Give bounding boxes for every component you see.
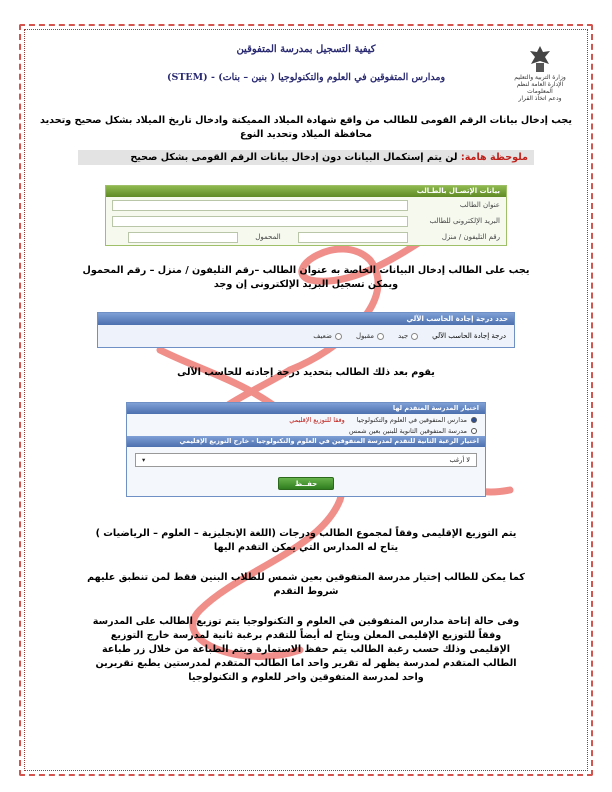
intro-paragraph: يجب إدخال بيانات الرقم القومى للطالب من واقع شهادة الميلاد المميكنة وادخال تاريخ الميلاد بشكل صحيح وتحديد محافظة الميلاد وتحديد النوع (40, 115, 572, 140)
school-selection-header: اختيار المدرسة المتقدم لها (127, 403, 485, 414)
ainshams-paragraph-1: كما يمكن للطالب إختيار مدرسة المتفوقين بعين شمس للطلاب البنين فقط لمن تنطبق عليهم (87, 572, 525, 583)
contact-caption-1: يجب على الطالب إدخال البيانات الخاصة به عنوان الطالب –رقم التليفون / منزل – رقم المحمول (82, 265, 530, 276)
mobile-input[interactable] (128, 232, 238, 243)
rating-option-label: مقبول (355, 332, 375, 340)
mobile-label: المحمول (255, 233, 281, 241)
allotment-paragraph-2: يتاح له المدارس التي يمكن التقدم اليها (213, 542, 399, 553)
email-input[interactable] (112, 216, 408, 227)
contact-form-screenshot (105, 185, 507, 246)
email-row (106, 213, 506, 229)
school-option-stem-note: وفقا للتوزيع الإقليمي (289, 415, 345, 424)
school-option-ainshams-label: مدرسة المتفوقين الثانوية للبنين بعين شمس (349, 426, 467, 435)
computer-rating-label: درجة إجادة الحاسب الآلي (432, 332, 506, 340)
logo-line-3: ودعم اتخاذ القرار (518, 95, 562, 102)
contact-caption-2: ويمكن تسجيل البريد الإلكترونى إن وجد (213, 279, 399, 290)
final-paragraph: وفى حالة إتاحة مدارس المتفوقين في العلوم و التكنولوجيا يتم توزيع الطالب على المدرسة وفقاً للتوزيع الإقليمى المعلن ويتاح له أيضاً للتقدم برغبة ثانية لمدرسة خارج التوزيع الإقليمى وذلك حسب رغبة الطالب يتم حفظ الاستمارة ويتم الطباعة من خلال زر طباعة الطالب المتقدم لمدرسة يظهر له تقرير واحد اما الطالب المتقدم لمدرستين يطبع تقريرين واحد لمدرسة المتفوقين واخر للعلوم و التكنولوجيا (92, 616, 520, 683)
radio-icon (377, 333, 384, 340)
address-label: عنوان الطالب (459, 201, 500, 209)
school-selection-screenshot (126, 402, 486, 497)
phone-label: رقم التليفون / منزل (441, 233, 500, 241)
save-button[interactable]: حفــظ (278, 477, 334, 490)
address-row (106, 197, 506, 213)
rating-option-weak[interactable] (313, 332, 342, 340)
chevron-down-icon: ▾ (142, 456, 146, 464)
radio-icon (471, 428, 477, 434)
note-text: لن يتم إستكمال البيانات دون إدخال بيانات الرقم القومى بشكل صحيح (130, 152, 458, 163)
radio-selected-icon (471, 417, 477, 423)
logo-line-1: وزارة التربية والتعليم (514, 74, 566, 81)
computer-rating-screenshot (97, 312, 515, 348)
save-wrap (127, 473, 485, 496)
contact-form-header: بيانات الإتصـال بالطـالب (106, 186, 506, 197)
second-choice-select[interactable] (135, 453, 477, 467)
note-label: ملوحظة هامة: (460, 152, 528, 163)
rating-option-acceptable[interactable] (356, 332, 384, 340)
computer-rating-header: حدد درجة إجادة الحاسب الآلي (98, 313, 514, 325)
school-option-stem-label: مدارس المتفوقين في العلوم والتكنولوجيا (356, 415, 467, 424)
document-subtitle: ومدارس المتفوقين في العلوم والتكنولوجيا ( بنين – بنات) - (STEM) (166, 72, 446, 83)
phone-row (106, 229, 506, 245)
radio-icon (335, 333, 342, 340)
logo-line-2: الإدارة العامة لنظم المعلومات (516, 81, 564, 95)
second-choice-header: اختيار الرغبة الثانية للتقدم لمدرسة المتفوقين في العلوم والتكنولوجيا - خارج التوزيع الإقليمي (127, 436, 485, 447)
school-option-stem[interactable] (127, 414, 485, 425)
document-title: كيفية التسجيل بمدرسة المتفوقين (236, 44, 376, 55)
radio-icon (411, 333, 418, 340)
ministry-logo (504, 44, 576, 108)
phone-input[interactable] (298, 232, 408, 243)
address-input[interactable] (112, 200, 408, 211)
computer-rating-row (98, 325, 514, 347)
ainshams-paragraph-2: شروط التقدم (273, 586, 339, 597)
rating-option-label: ضعيف (313, 332, 332, 340)
eagle-emblem-icon (527, 44, 553, 74)
rating-option-label: جيد (398, 332, 409, 340)
second-choice-value: لا أرغب (449, 456, 470, 464)
important-note (78, 150, 534, 165)
rating-caption: يقوم بعد ذلك الطالب بتحديد درجة إجادته للحاسب الآلى (177, 367, 435, 378)
email-label: البريد الإلكترونى للطالب (429, 217, 500, 225)
rating-option-good[interactable] (398, 332, 418, 340)
allotment-paragraph-1: يتم التوزيع الإقليمى وفقاً لمجموع الطالب ودرجات (اللغة الإنجليزية – العلوم – الرياضيات ) (95, 528, 517, 539)
school-option-ainshams[interactable] (127, 425, 485, 436)
header (36, 34, 576, 110)
